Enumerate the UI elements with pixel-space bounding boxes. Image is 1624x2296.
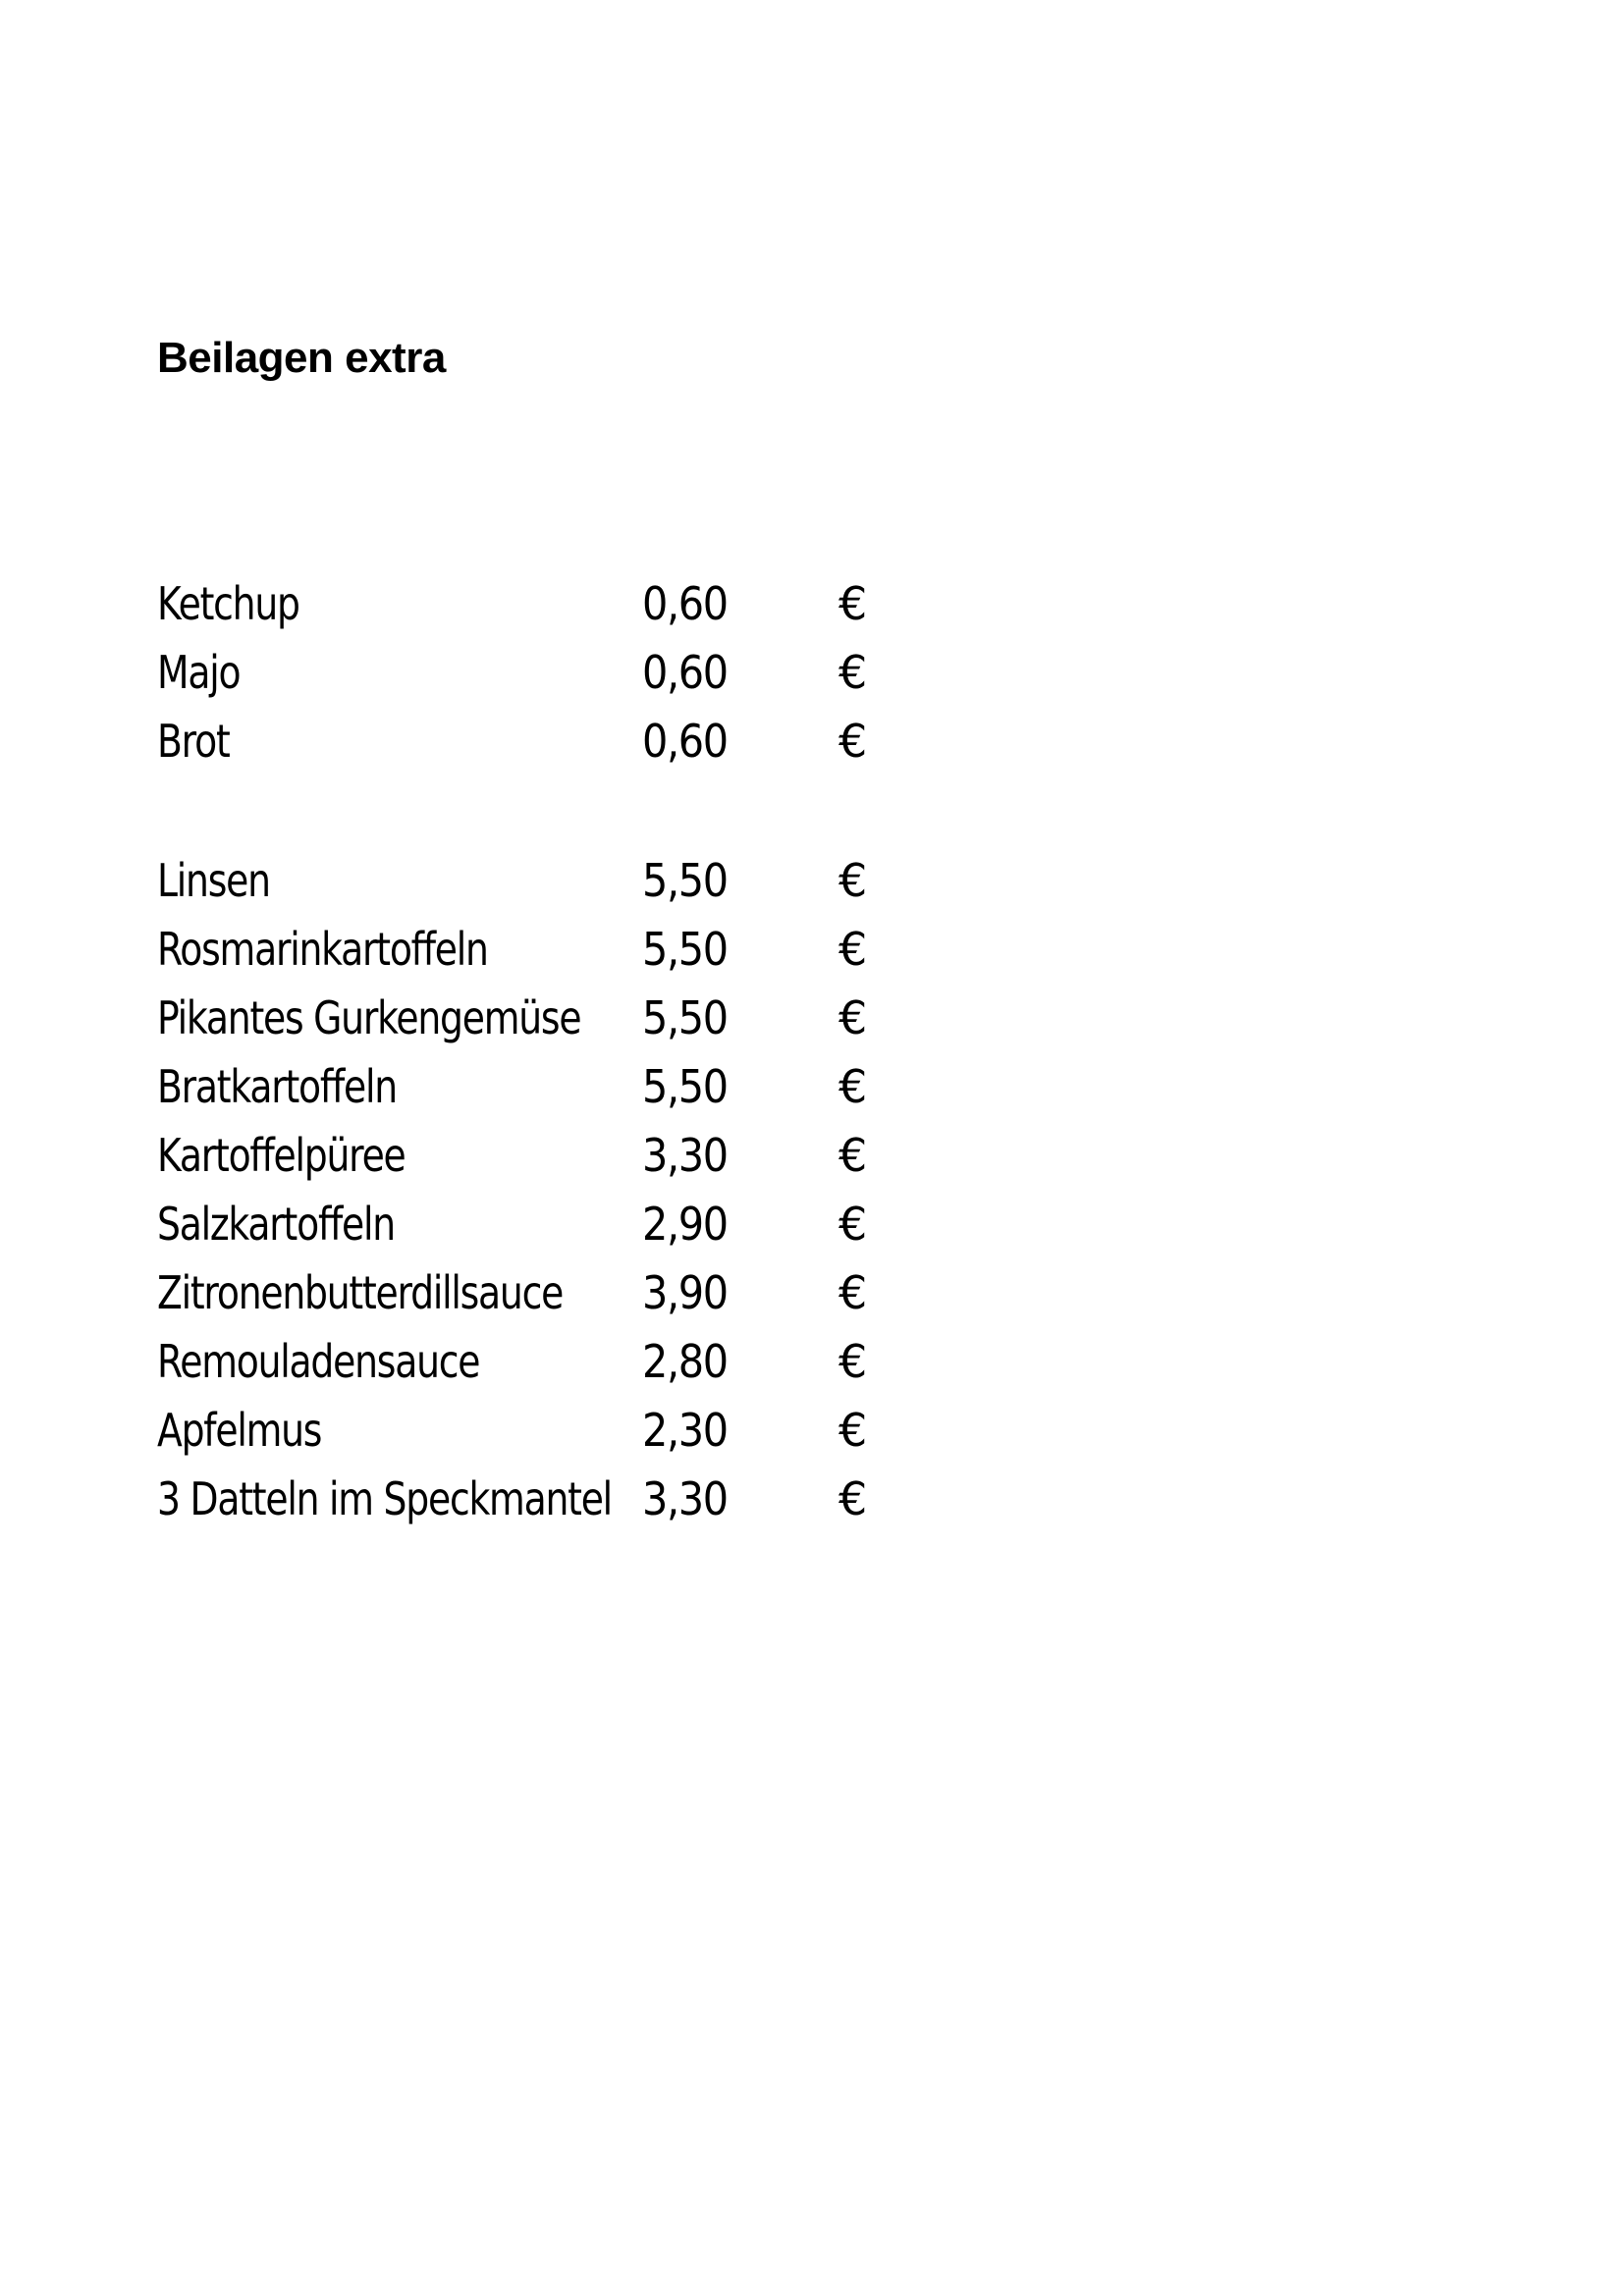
menu-item-name: Rosmarinkartoffeln bbox=[157, 923, 488, 976]
menu-item bbox=[157, 707, 903, 775]
menu-item-price: 5,50 bbox=[642, 991, 728, 1044]
menu-item bbox=[157, 1190, 903, 1258]
menu-item bbox=[157, 638, 903, 707]
menu-item bbox=[157, 1121, 903, 1190]
menu-item-price: 2,30 bbox=[642, 1404, 728, 1457]
menu-item-name: Apfelmus bbox=[157, 1404, 322, 1457]
menu-item-name: Zitronenbutterdillsauce bbox=[157, 1266, 564, 1319]
menu-item-price: 5,50 bbox=[642, 1060, 728, 1113]
menu-item-price: 5,50 bbox=[642, 923, 728, 976]
menu-item bbox=[157, 1396, 903, 1465]
menu-item-currency: € bbox=[839, 1266, 866, 1319]
menu-item bbox=[157, 1258, 903, 1327]
menu-item-price: 5,50 bbox=[642, 854, 728, 907]
menu-item-currency: € bbox=[839, 1472, 866, 1525]
page-title: Beilagen extra bbox=[157, 334, 446, 382]
menu-item-name: Salzkartoffeln bbox=[157, 1198, 395, 1251]
menu-item-price: 0,60 bbox=[642, 715, 728, 768]
menu-item-price: 2,80 bbox=[642, 1335, 728, 1388]
menu-item-currency: € bbox=[839, 715, 866, 768]
menu-item-currency: € bbox=[839, 1198, 866, 1251]
menu-group-sides bbox=[157, 846, 903, 1533]
menu-item-price: 0,60 bbox=[642, 646, 728, 699]
menu-item-currency: € bbox=[839, 923, 866, 976]
menu-item-name: Ketchup bbox=[157, 577, 299, 630]
menu-item-name: Pikantes Gurkengemüse bbox=[157, 991, 581, 1044]
menu-item bbox=[157, 1052, 903, 1121]
menu-item bbox=[157, 846, 903, 915]
menu-item-price: 3,30 bbox=[642, 1472, 728, 1525]
menu-item-name: Linsen bbox=[157, 854, 270, 907]
menu-item-name: Kartoffelpüree bbox=[157, 1129, 406, 1182]
menu-item bbox=[157, 915, 903, 984]
menu-item-name: Brot bbox=[157, 715, 230, 768]
menu-item bbox=[157, 569, 903, 638]
menu-item bbox=[157, 1327, 903, 1396]
menu-item-currency: € bbox=[839, 1335, 866, 1388]
menu-item-name: Remouladensauce bbox=[157, 1335, 480, 1388]
menu-item-price: 2,90 bbox=[642, 1198, 728, 1251]
menu-item-price: 3,90 bbox=[642, 1266, 728, 1319]
menu-item-price: 3,30 bbox=[642, 1129, 728, 1182]
menu-item-currency: € bbox=[839, 1404, 866, 1457]
menu-group-condiments bbox=[157, 569, 903, 775]
menu-item-currency: € bbox=[839, 1060, 866, 1113]
menu-item-name: 3 Datteln im Speckmantel bbox=[157, 1472, 612, 1525]
menu-item-currency: € bbox=[839, 1129, 866, 1182]
menu-item-currency: € bbox=[839, 854, 866, 907]
menu-item-name: Bratkartoffeln bbox=[157, 1060, 397, 1113]
menu-item-currency: € bbox=[839, 991, 866, 1044]
menu-item-currency: € bbox=[839, 646, 866, 699]
menu-item-currency: € bbox=[839, 577, 866, 630]
menu-item bbox=[157, 984, 903, 1052]
menu-item-name: Majo bbox=[157, 646, 241, 699]
menu-item bbox=[157, 1465, 903, 1533]
menu-item-price: 0,60 bbox=[642, 577, 728, 630]
